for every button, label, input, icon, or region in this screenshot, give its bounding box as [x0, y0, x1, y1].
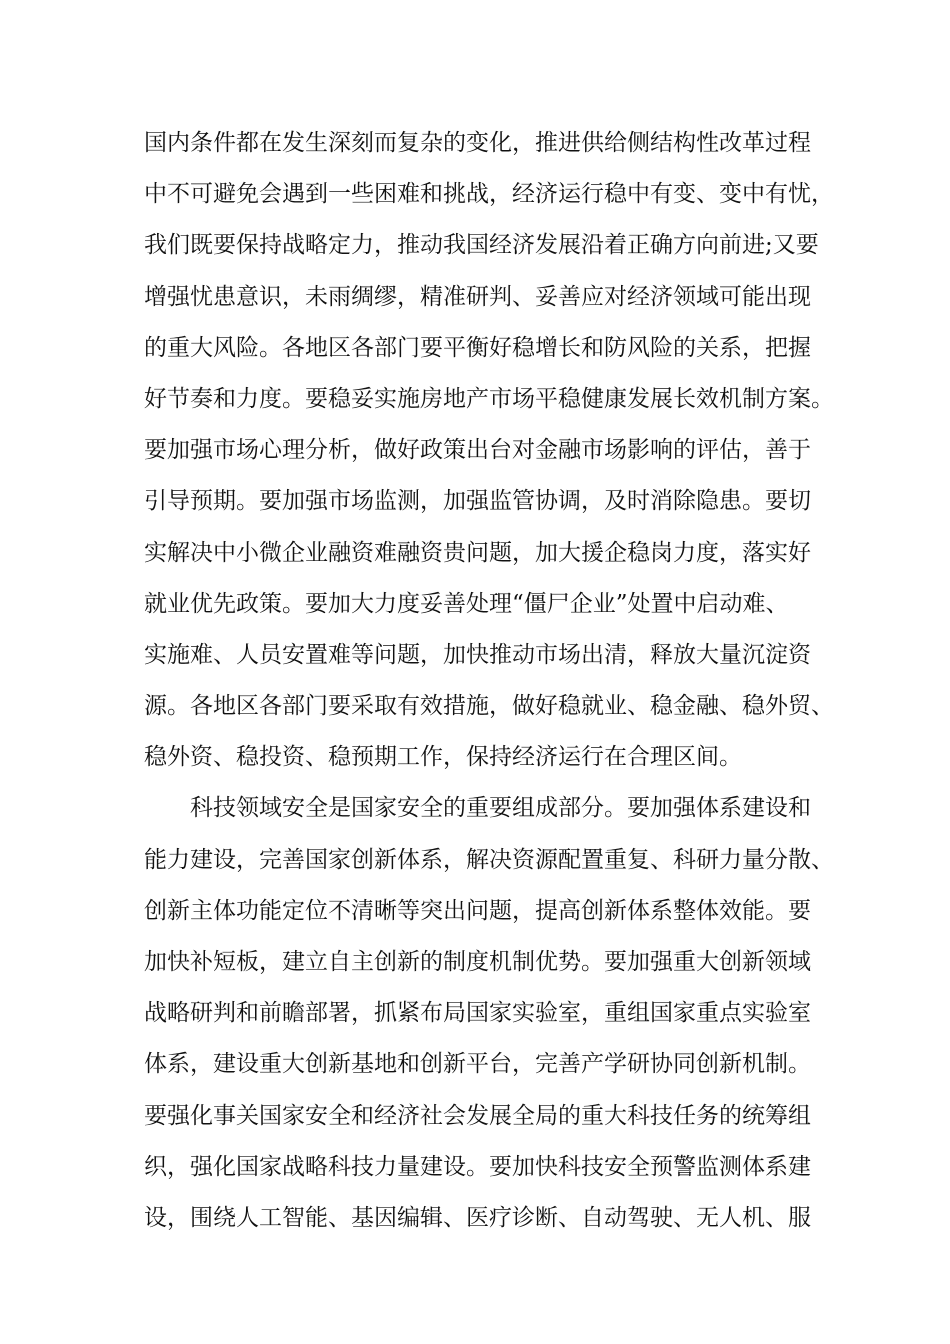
text-line: 能力建设，完善国家创新体系，解决资源配置重复、科研力量分散、 [144, 846, 834, 873]
text-line: 加快补短板，建立自主创新的制度机制优势。要加强重大创新领域 [144, 949, 811, 975]
text-line: 的重大风险。各地区各部门要平衡好稳增长和防风险的关系，把握 [144, 334, 811, 361]
text-line: 我们既要保持战略定力，推动我国经济发展沿着正确方向前进;又要 [144, 232, 819, 259]
text-line: 设，围绕人工智能、基因编辑、医疗诊断、自动驾驶、无人机、服 [144, 1204, 811, 1231]
paragraph-first-line: 科技领域安全是国家安全的重要组成部分。要加强体系建设和 [190, 795, 811, 822]
text-line: 战略研判和前瞻部署，抓紧布局国家实验室，重组国家重点实验室 [144, 1000, 811, 1027]
text-line: 增强忧患意识，未雨绸缪，精准研判、妥善应对经济领域可能出现 [144, 283, 811, 310]
text-line: 实施难、人员安置难等问题，加快推动市场出清，释放大量沉淀资 [144, 641, 811, 668]
text-line: 就业优先政策。要加大力度妥善处理“僵尸企业”处置中启动难、 [144, 590, 789, 617]
text-line: 创新主体功能定位不清晰等突出问题，提高创新体系整体效能。要 [144, 897, 811, 924]
text-line: 织，强化国家战略科技力量建设。要加快科技安全预警监测体系建 [144, 1153, 811, 1180]
text-line: 要加强市场心理分析，做好政策出台对金融市场影响的评估，善于 [144, 437, 811, 464]
text-line: 体系，建设重大创新基地和创新平台，完善产学研协同创新机制。 [144, 1051, 811, 1078]
text-line: 中不可避免会遇到一些困难和挑战，经济运行稳中有变、变中有忧， [144, 181, 834, 208]
text-line: 要强化事关国家安全和经济社会发展全局的重大科技任务的统筹组 [144, 1102, 811, 1129]
text-line: 好节奏和力度。要稳妥实施房地产市场平稳健康发展长效机制方案。 [144, 385, 834, 412]
text-line: 源。各地区各部门要采取有效措施，做好稳就业、稳金融、稳外贸、 [144, 693, 834, 720]
text-line: 稳外资、稳投资、稳预期工作，保持经济运行在合理区间。 [144, 744, 742, 771]
document-body [144, 118, 834, 1244]
text-line: 实解决中小微企业融资难融资贵问题，加大援企稳岗力度，落实好 [144, 539, 811, 566]
text-line: 国内条件都在发生深刻而复杂的变化，推进供给侧结构性改革过程 [144, 130, 811, 156]
text-line: 引导预期。要加强市场监测，加强监管协调，及时消除隐患。要切 [144, 488, 811, 515]
